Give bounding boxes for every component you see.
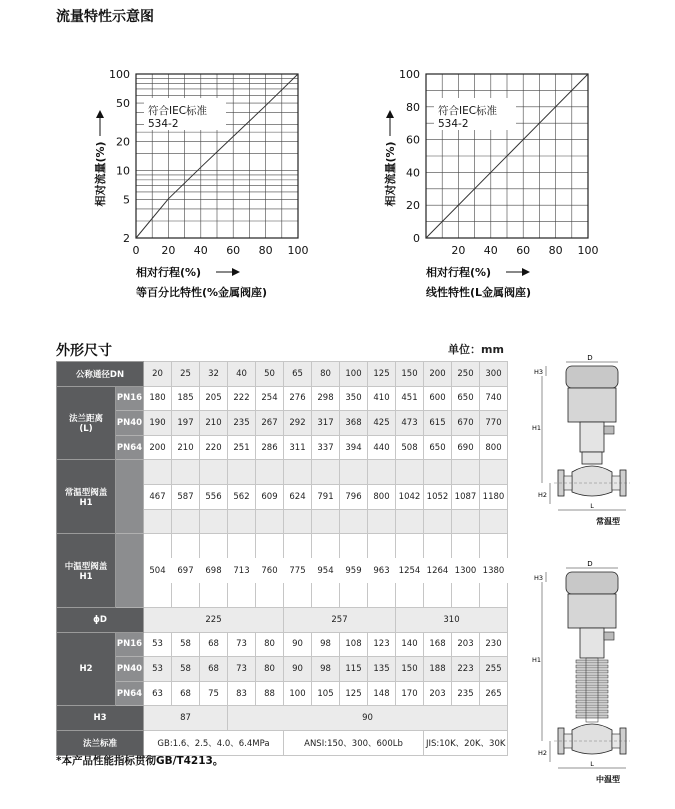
empty-cell	[228, 460, 256, 485]
header-spacer	[116, 534, 144, 608]
cooling-fin	[576, 690, 608, 693]
h1-mid-cell: 1300	[452, 558, 480, 583]
empty-cell	[340, 583, 368, 608]
empty-cell	[480, 583, 508, 608]
x-tick-label: 20	[161, 244, 176, 257]
table-row	[57, 386, 508, 411]
annotation-text: 符合IEC标准	[148, 105, 208, 117]
empty-cell	[424, 583, 452, 608]
empty-cell	[424, 534, 452, 559]
empty-cell	[396, 534, 424, 559]
h1-normal-cell: 467	[144, 484, 172, 509]
cooling-fin	[576, 670, 608, 673]
h2-cell: 80	[256, 632, 284, 657]
empty-cell	[256, 460, 284, 485]
empty-cell	[228, 583, 256, 608]
table-row	[57, 460, 508, 485]
face-to-face-cell: 425	[368, 411, 396, 436]
empty-cell	[480, 534, 508, 559]
flange-standard-header: 法兰标准	[57, 730, 144, 755]
empty-cell	[452, 460, 480, 485]
h1-normal-cell: 796	[340, 484, 368, 509]
empty-cell	[480, 460, 508, 485]
y-tick-label: 40	[406, 166, 420, 180]
h1-mid-cell: 698	[200, 558, 228, 583]
x-tick-label: 40	[193, 244, 208, 257]
h2-header: H2	[57, 632, 116, 706]
y-axis-label: 相对流量(%)	[384, 141, 397, 207]
annotation-text: 534-2	[148, 118, 179, 130]
h2-cell: 75	[200, 681, 228, 706]
y-axis-label: 相对流量(%)	[94, 141, 107, 207]
empty-cell	[424, 460, 452, 485]
valve-body	[572, 724, 612, 754]
cooling-fin	[576, 675, 608, 678]
face-to-face-cell: 254	[256, 386, 284, 411]
h2-cell: 223	[452, 657, 480, 682]
face-to-face-cell: 200	[144, 435, 172, 460]
h1-mid-header: 中温型阀盖 H1	[57, 534, 116, 608]
h1-mid-cell: 713	[228, 558, 256, 583]
h1-mid-cell: 697	[172, 558, 200, 583]
empty-cell	[480, 509, 508, 534]
yoke	[580, 422, 604, 452]
empty-cell	[368, 460, 396, 485]
l-dimension-label: L	[590, 760, 594, 768]
h1-normal-cell: 1042	[396, 484, 424, 509]
dn-cell: 125	[368, 362, 396, 387]
face-to-face-cell: 276	[284, 386, 312, 411]
empty-cell	[200, 583, 228, 608]
h2-cell: 115	[340, 657, 368, 682]
dn-cell: 300	[480, 362, 508, 387]
table-row	[57, 411, 508, 436]
h1-mid-cell: 504	[144, 558, 172, 583]
x-axis-label: 相对行程(%)	[426, 266, 492, 279]
dn-cell: 80	[312, 362, 340, 387]
face-to-face-cell: 205	[200, 386, 228, 411]
h1-normal-cell: 1180	[480, 484, 508, 509]
dn-cell: 100	[340, 362, 368, 387]
h2-cell: 68	[200, 632, 228, 657]
x-axis-arrowhead	[232, 268, 240, 276]
face-to-face-cell: 235	[228, 411, 256, 436]
h3-cell: 90	[228, 706, 508, 731]
diameter-cell: 225	[144, 607, 284, 632]
table-row	[57, 681, 508, 706]
h1-normal-cell: 1052	[424, 484, 452, 509]
empty-cell	[284, 509, 312, 534]
empty-cell	[200, 509, 228, 534]
x-tick-label: 80	[548, 244, 563, 257]
x-axis-arrowhead	[522, 268, 530, 276]
face-to-face-cell: 337	[312, 435, 340, 460]
h1-normal-header: 常温型阀盖 H1	[57, 460, 116, 534]
linear-chart	[380, 60, 610, 300]
cooling-fin	[576, 660, 608, 663]
h2-cell: 265	[480, 681, 508, 706]
empty-cell	[424, 509, 452, 534]
h2-cell: 63	[144, 681, 172, 706]
diameter-cell: 310	[396, 607, 508, 632]
h2-cell: 88	[256, 681, 284, 706]
pressure-class-label: PN16	[116, 386, 144, 411]
h2-cell: 150	[396, 657, 424, 682]
x-tick-label: 40	[483, 244, 498, 257]
y-tick-label: 100	[109, 68, 130, 81]
dn-cell: 20	[144, 362, 172, 387]
h1-mid-cell: 963	[368, 558, 396, 583]
drawing-caption: 中温型	[596, 775, 620, 784]
flange-standard-cell: ANSI:150、300、600Lb	[284, 730, 424, 755]
h2-cell: 230	[480, 632, 508, 657]
y-tick-label: 5	[123, 193, 130, 207]
h1-dimension-label: H1	[532, 424, 542, 432]
d-dimension-label: D	[587, 560, 593, 568]
face-to-face-cell: 368	[340, 411, 368, 436]
positioner	[604, 632, 614, 640]
empty-cell	[396, 583, 424, 608]
dn-cell: 150	[396, 362, 424, 387]
h1-dimension-label: H1	[532, 656, 542, 664]
h1-mid-cell: 1254	[396, 558, 424, 583]
face-to-face-cell: 473	[396, 411, 424, 436]
normal-temperature-valve-drawing	[520, 354, 640, 546]
face-to-face-cell: 292	[284, 411, 312, 436]
y-tick-label: 50	[116, 97, 130, 111]
empty-cell	[228, 534, 256, 559]
empty-cell	[340, 509, 368, 534]
empty-cell	[368, 583, 396, 608]
positioner	[604, 426, 614, 434]
empty-cell	[312, 460, 340, 485]
empty-cell	[228, 509, 256, 534]
h2-cell: 90	[284, 632, 312, 657]
annotation-text: 534-2	[438, 118, 469, 130]
h2-cell: 255	[480, 657, 508, 682]
h1-mid-cell: 954	[312, 558, 340, 583]
empty-cell	[144, 534, 172, 559]
face-to-face-cell: 350	[340, 386, 368, 411]
dimensions-heading: 外形尺寸	[56, 343, 112, 359]
dn-cell: 25	[172, 362, 200, 387]
face-to-face-cell: 317	[312, 411, 340, 436]
y-tick-label: 20	[406, 199, 420, 213]
face-to-face-cell: 440	[368, 435, 396, 460]
empty-cell	[368, 509, 396, 534]
h2-cell: 188	[424, 657, 452, 682]
actuator-body	[568, 388, 616, 422]
dn-cell: 32	[200, 362, 228, 387]
h1-mid-cell: 959	[340, 558, 368, 583]
actuator-top	[566, 572, 618, 594]
h1-normal-cell: 562	[228, 484, 256, 509]
empty-cell	[368, 534, 396, 559]
face-to-face-cell: 394	[340, 435, 368, 460]
h2-cell: 235	[452, 681, 480, 706]
empty-cell	[144, 509, 172, 534]
h2-cell: 203	[424, 681, 452, 706]
cooling-fin	[576, 700, 608, 703]
face-to-face-cell: 800	[480, 435, 508, 460]
empty-cell	[312, 534, 340, 559]
h2-cell: 100	[284, 681, 312, 706]
empty-cell	[312, 509, 340, 534]
d-dimension-label: D	[587, 354, 593, 362]
mid-temperature-valve-drawing	[520, 560, 640, 784]
face-to-face-cell: 410	[368, 386, 396, 411]
h2-cell: 58	[172, 657, 200, 682]
y-tick-label: 2	[123, 232, 130, 245]
face-to-face-cell: 650	[424, 435, 452, 460]
face-to-face-cell: 600	[424, 386, 452, 411]
h2-cell: 53	[144, 657, 172, 682]
empty-cell	[452, 583, 480, 608]
h2-cell: 203	[452, 632, 480, 657]
x-axis-label: 相对行程(%)	[136, 266, 202, 279]
h2-cell: 123	[368, 632, 396, 657]
x-tick-label: 100	[287, 244, 309, 257]
pressure-class-label: PN16	[116, 632, 144, 657]
face-to-face-cell: 220	[200, 435, 228, 460]
h2-cell: 90	[284, 657, 312, 682]
h2-dimension-label: H2	[538, 749, 548, 757]
pressure-class-label: PN64	[116, 435, 144, 460]
face-to-face-cell: 670	[452, 411, 480, 436]
h2-cell: 58	[172, 632, 200, 657]
empty-cell	[172, 509, 200, 534]
h1-mid-cell: 1380	[480, 558, 508, 583]
bonnet	[582, 452, 602, 464]
y-axis-arrowhead	[386, 110, 394, 118]
h2-dimension-label: H2	[538, 491, 548, 499]
empty-cell	[312, 583, 340, 608]
empty-cell	[172, 583, 200, 608]
unit-label: 单位：mm	[448, 343, 504, 356]
face-to-face-header: 法兰距离 (L)	[57, 386, 116, 460]
cooling-fin	[576, 680, 608, 683]
dimensions-table	[56, 361, 508, 756]
h2-cell: 135	[368, 657, 396, 682]
h2-cell: 108	[340, 632, 368, 657]
yoke	[580, 628, 604, 658]
h3-dimension-label: H3	[534, 574, 544, 582]
x-tick-label: 60	[516, 244, 531, 257]
h3-header: H3	[57, 706, 144, 731]
h2-cell: 68	[200, 657, 228, 682]
face-to-face-cell: 185	[172, 386, 200, 411]
face-to-face-cell: 286	[256, 435, 284, 460]
h2-cell: 125	[340, 681, 368, 706]
valve-body	[572, 466, 612, 496]
x-tick-label: 80	[258, 244, 273, 257]
h3-dimension-label: H3	[534, 368, 544, 376]
cooling-fin	[576, 665, 608, 668]
dn-cell: 200	[424, 362, 452, 387]
table-row	[57, 534, 508, 559]
face-to-face-cell: 210	[172, 435, 200, 460]
h1-normal-cell: 556	[200, 484, 228, 509]
face-to-face-cell: 222	[228, 386, 256, 411]
chart-caption: 等百分比特性(%金属阀座)	[136, 286, 268, 299]
empty-cell	[256, 583, 284, 608]
h2-cell: 73	[228, 657, 256, 682]
y-tick-label: 60	[406, 133, 420, 147]
pressure-class-label: PN40	[116, 411, 144, 436]
h2-cell: 170	[396, 681, 424, 706]
footnote: *本产品性能指标贯彻GB/T4213。	[56, 755, 224, 767]
face-to-face-cell: 615	[424, 411, 452, 436]
empty-cell	[340, 460, 368, 485]
x-tick-label: 100	[577, 244, 599, 257]
h2-cell: 80	[256, 657, 284, 682]
face-to-face-cell: 197	[172, 411, 200, 436]
h3-cell: 87	[144, 706, 228, 731]
empty-cell	[284, 534, 312, 559]
flow-characteristics-heading: 流量特性示意图	[56, 9, 154, 25]
cooling-fin	[576, 705, 608, 708]
empty-cell	[452, 534, 480, 559]
table-row	[57, 706, 508, 731]
dn-header: 公称通径DN	[57, 362, 144, 387]
face-to-face-cell: 740	[480, 386, 508, 411]
empty-cell	[340, 534, 368, 559]
empty-cell	[144, 583, 172, 608]
pressure-class-label: PN40	[116, 657, 144, 682]
actuator-top	[566, 366, 618, 388]
h2-cell: 68	[172, 681, 200, 706]
dn-cell: 40	[228, 362, 256, 387]
face-to-face-cell: 451	[396, 386, 424, 411]
empty-cell	[284, 460, 312, 485]
face-to-face-cell: 251	[228, 435, 256, 460]
table-row	[57, 730, 508, 755]
x-tick-label: 0	[132, 244, 140, 257]
header-spacer	[116, 460, 144, 534]
x-tick-label: 60	[226, 244, 241, 257]
h2-cell: 98	[312, 657, 340, 682]
dn-cell: 65	[284, 362, 312, 387]
face-to-face-cell: 298	[312, 386, 340, 411]
h2-cell: 83	[228, 681, 256, 706]
empty-cell	[396, 460, 424, 485]
empty-cell	[144, 460, 172, 485]
flange-standard-cell: JIS:10K、20K、30K	[424, 730, 508, 755]
empty-cell	[256, 509, 284, 534]
h1-mid-cell: 775	[284, 558, 312, 583]
dn-cell: 250	[452, 362, 480, 387]
diameter-header: ϕD	[57, 607, 144, 632]
h2-cell: 168	[424, 632, 452, 657]
table-row	[57, 632, 508, 657]
dn-cell: 50	[256, 362, 284, 387]
empty-cell	[284, 583, 312, 608]
empty-cell	[200, 460, 228, 485]
diameter-cell: 257	[284, 607, 396, 632]
face-to-face-cell: 210	[200, 411, 228, 436]
pressure-class-label: PN64	[116, 681, 144, 706]
h2-cell: 105	[312, 681, 340, 706]
face-to-face-cell: 650	[452, 386, 480, 411]
l-dimension-label: L	[590, 502, 594, 510]
cooling-fin	[576, 715, 608, 718]
y-tick-label: 80	[406, 100, 420, 114]
y-tick-label: 0	[413, 232, 420, 245]
x-tick-label: 20	[451, 244, 466, 257]
face-to-face-cell: 690	[452, 435, 480, 460]
face-to-face-cell: 311	[284, 435, 312, 460]
y-axis-arrowhead	[96, 110, 104, 118]
empty-cell	[396, 509, 424, 534]
empty-cell	[452, 509, 480, 534]
table-row	[57, 435, 508, 460]
h1-normal-cell: 624	[284, 484, 312, 509]
face-to-face-cell: 508	[396, 435, 424, 460]
equal-percentage-chart	[90, 60, 320, 300]
face-to-face-cell: 190	[144, 411, 172, 436]
h2-cell: 98	[312, 632, 340, 657]
empty-cell	[256, 534, 284, 559]
h2-cell: 53	[144, 632, 172, 657]
cooling-fin	[576, 685, 608, 688]
h2-cell: 148	[368, 681, 396, 706]
drawing-caption: 常温型	[596, 517, 620, 526]
empty-cell	[172, 460, 200, 485]
face-to-face-cell: 267	[256, 411, 284, 436]
face-to-face-cell: 770	[480, 411, 508, 436]
flange-standard-cell: GB:1.6、2.5、4.0、6.4MPa	[144, 730, 284, 755]
y-tick-label: 10	[116, 164, 130, 178]
h1-normal-cell: 587	[172, 484, 200, 509]
h1-normal-cell: 791	[312, 484, 340, 509]
table-row	[57, 362, 508, 387]
cooling-fin	[576, 710, 608, 713]
table-row	[57, 607, 508, 632]
y-tick-label: 100	[399, 68, 420, 81]
h1-normal-cell: 800	[368, 484, 396, 509]
empty-cell	[172, 534, 200, 559]
annotation-text: 符合IEC标准	[438, 105, 498, 117]
h1-normal-cell: 609	[256, 484, 284, 509]
h1-normal-cell: 1087	[452, 484, 480, 509]
face-to-face-cell: 180	[144, 386, 172, 411]
h2-cell: 73	[228, 632, 256, 657]
h2-cell: 140	[396, 632, 424, 657]
chart-caption: 线性特性(L金属阀座)	[426, 286, 532, 299]
h1-mid-cell: 1264	[424, 558, 452, 583]
table-row	[57, 657, 508, 682]
y-tick-label: 20	[116, 135, 130, 149]
h1-mid-cell: 760	[256, 558, 284, 583]
empty-cell	[200, 534, 228, 559]
actuator-body	[568, 594, 616, 628]
cooling-fin	[576, 695, 608, 698]
